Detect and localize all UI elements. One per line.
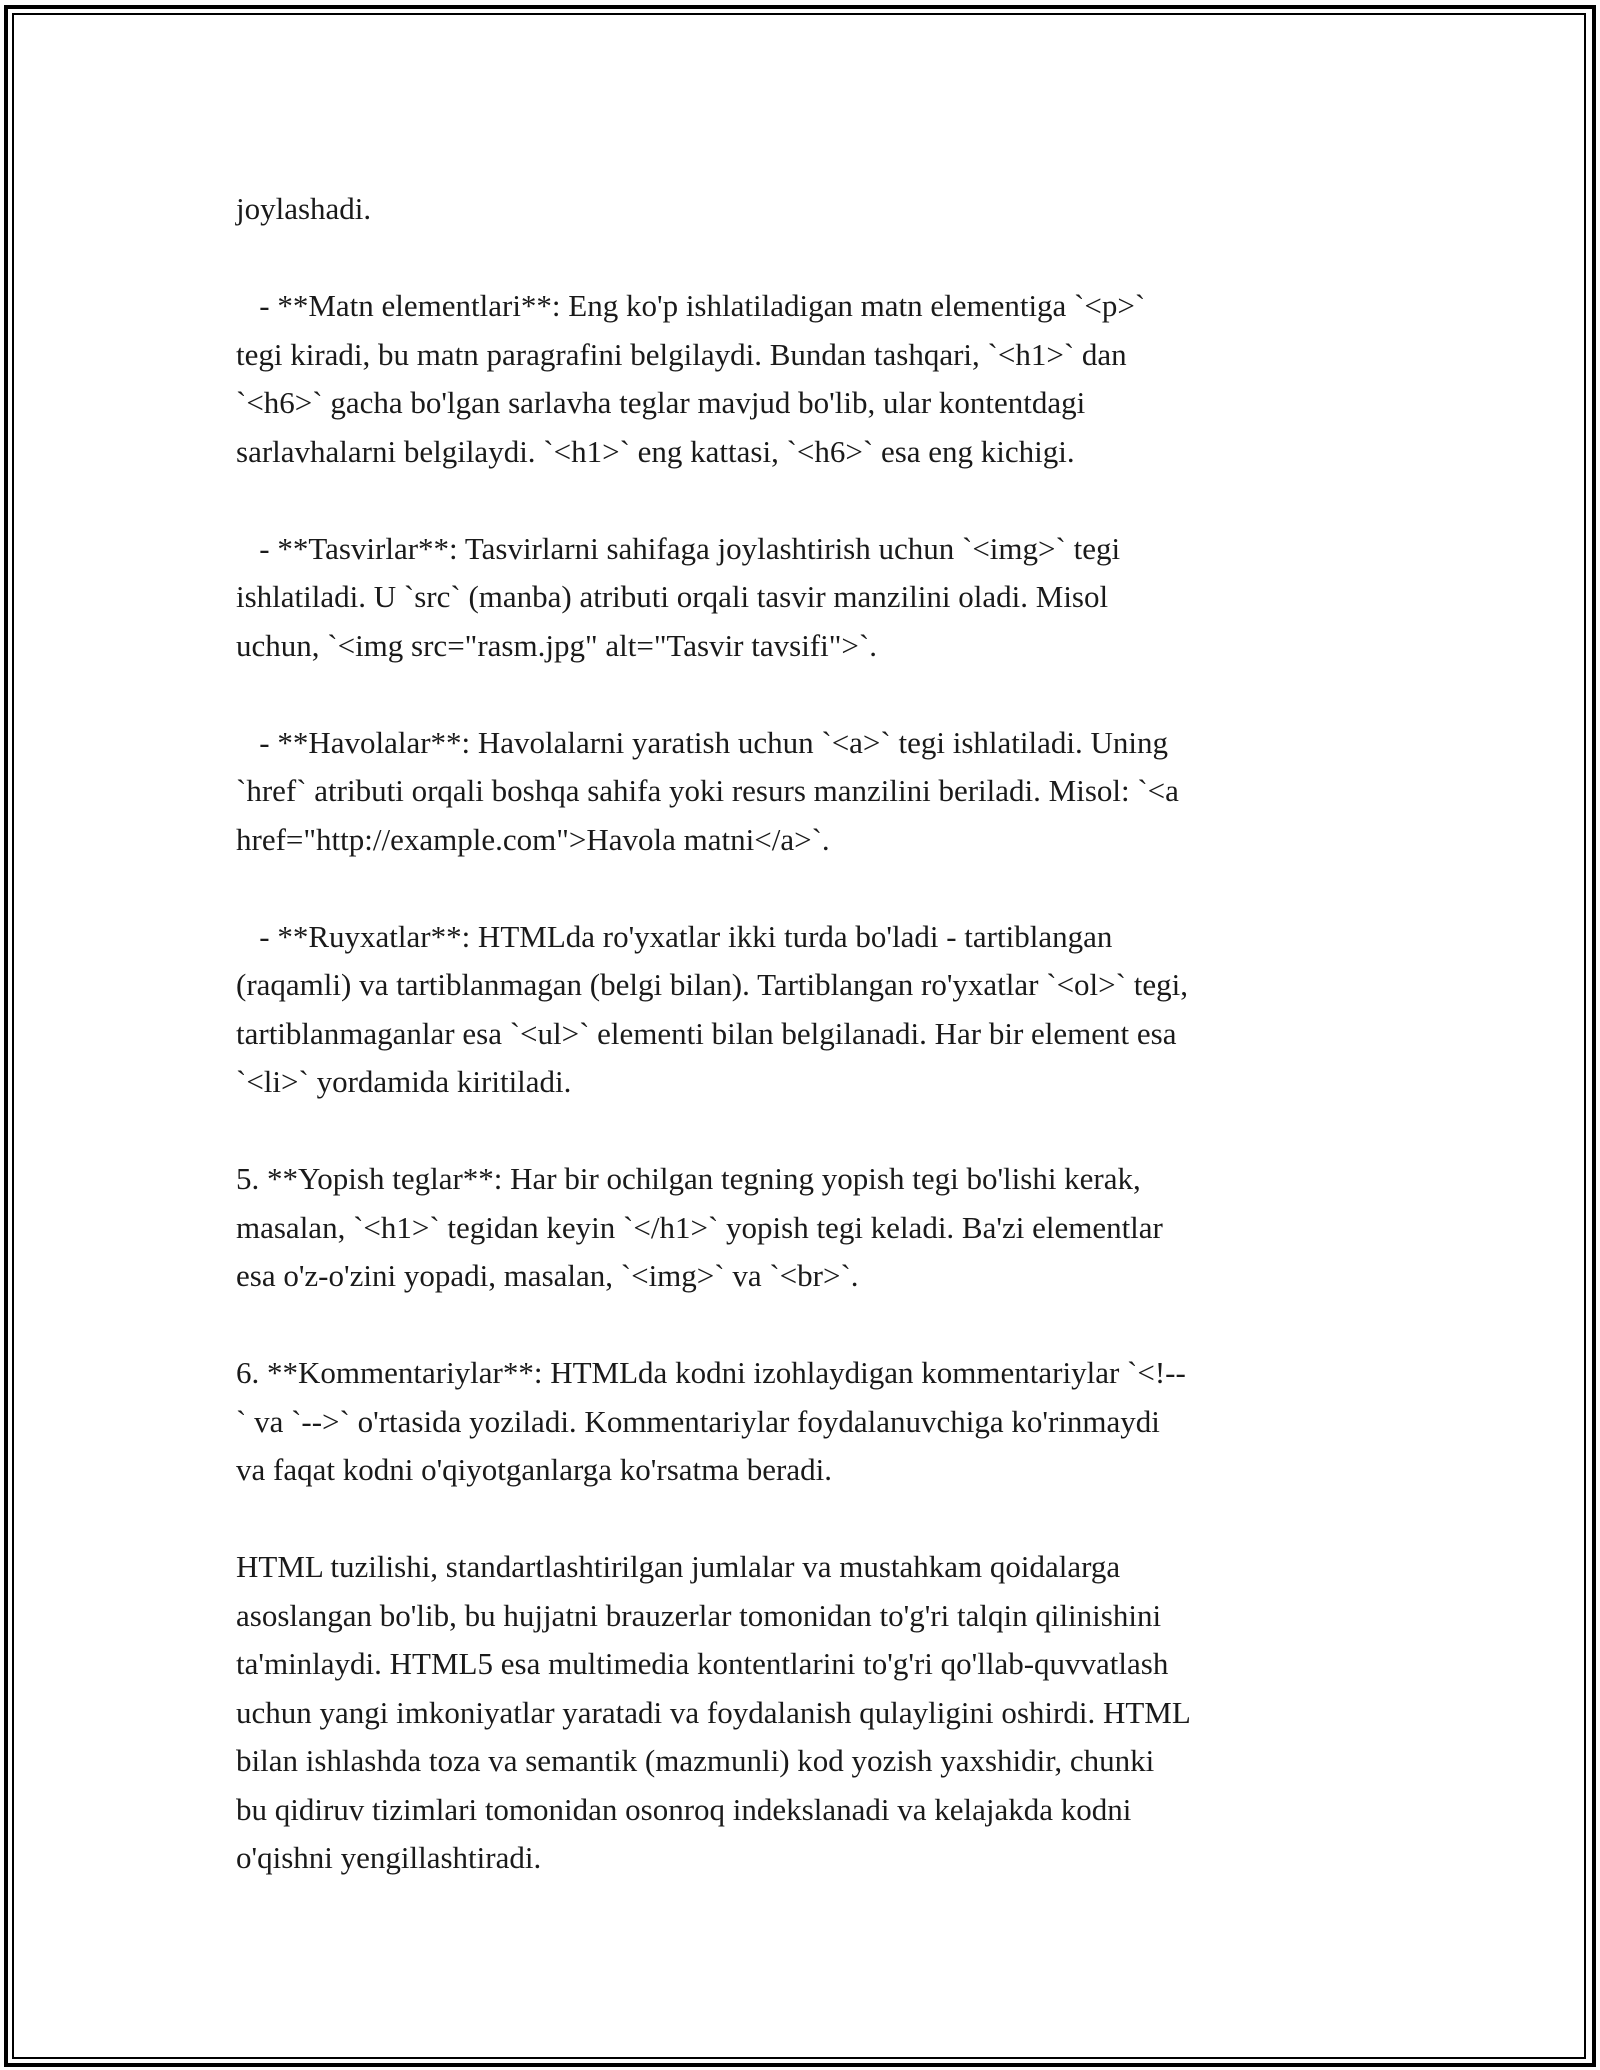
blank-line xyxy=(236,476,1371,525)
text-line: - **Tasvirlar**: Tasvirlarni sahifaga joylashtirish uchun `<img>` tegi xyxy=(236,530,1121,566)
blank-line xyxy=(236,1495,1371,1544)
text-line: 6. **Kommentariylar**: HTMLda kodni izohlaydigan kommentariylar `<!-- xyxy=(236,1355,1186,1390)
text-line: o'qishni yengillashtiradi. xyxy=(236,1840,542,1875)
text-line: - **Ruyxatlar**: HTMLda ro'yxatlar ikki turda bo'ladi - tartiblangan xyxy=(236,918,1113,954)
text-line: uchun yangi imkoniyatlar yaratadi va foydalanish qulayligini oshirdi. HTML xyxy=(236,1694,1191,1730)
text-line: asoslangan bo'lib, bu hujjatni brauzerlar tomonidan to'g'ri talqin qilinishini xyxy=(236,1597,1162,1633)
text-line: `href` atributi orqali boshqa sahifa yoki resurs manzilini beriladi. Misol: `<a xyxy=(236,773,1179,808)
text-line: - **Matn elementlari**: Eng ko'p ishlatiladigan matn elementiga `<p>` xyxy=(236,288,1146,323)
text-line: masalan, `<h1>` tegidan keyin `</h1>` yopish tegi keladi. Ba'zi elementlar xyxy=(236,1209,1163,1245)
text-line: tartiblanmaganlar esa `<ul>` elementi bilan belgilanadi. Har bir element esa xyxy=(236,1015,1177,1051)
text-line: sarlavhalarni belgilaydi. `<h1>` eng kattasi, `<h6>` esa eng kichigi. xyxy=(236,433,1075,469)
text-line: joylashadi. xyxy=(236,191,372,226)
blank-line xyxy=(236,670,1371,719)
text-line: tegi kiradi, bu matn paragrafini belgilaydi. Bundan tashqari, `<h1>` dan xyxy=(236,336,1127,372)
text-line: href="http://example.com">Havola matni</a>`. xyxy=(236,821,830,857)
text-line: - **Havolalar**: Havolalarni yaratish uchun `<a>` tegi ishlatiladi. Uning xyxy=(236,724,1168,760)
blank-line xyxy=(236,864,1371,913)
text-line: ishlatiladi. U `src` (manba) atributi orqali tasvir manzilini oladi. Misol xyxy=(236,579,1109,614)
text-line: va faqat kodni o'qiyotganlarga ko'rsatma beradi. xyxy=(236,1452,832,1487)
text-line: esa o'z-o'zini yopadi, masalan, `<img>` va `<br>`. xyxy=(236,1258,859,1293)
blank-line xyxy=(236,1107,1371,1156)
text-line: `<h6>` gacha bo'lgan sarlavha teglar mavjud bo'lib, ular kontentdagi xyxy=(236,385,1086,420)
text-line: ta'minlaydi. HTML5 esa multimedia kontentlarini to'g'ri qo'llab-quvvatlash xyxy=(236,1646,1169,1681)
text-line: bilan ishlashda toza va semantik (mazmunli) kod yozish yaxshidir, chunki xyxy=(236,1743,1155,1778)
text-line: `<li>` yordamida kiritiladi. xyxy=(236,1064,572,1099)
text-line: 5. **Yopish teglar**: Har bir ochilgan tegning yopish tegi bo'lishi kerak, xyxy=(236,1161,1141,1196)
document-body xyxy=(236,185,1371,1883)
text-line: uchun, `<img src="rasm.jpg" alt="Tasvir tavsifi">`. xyxy=(236,627,877,663)
text-line: HTML tuzilishi, standartlashtirilgan jumlalar va mustahkam qoidalarga xyxy=(236,1549,1121,1584)
text-line: ` va `-->` o'rtasida yoziladi. Kommentariylar foydalanuvchiga ko'rinmaydi xyxy=(236,1403,1160,1439)
text-line: (raqamli) va tartiblanmagan (belgi bilan). Tartiblangan ro'yxatlar `<ol>` tegi, xyxy=(236,967,1188,1002)
blank-line xyxy=(236,1301,1371,1350)
blank-line xyxy=(236,234,1371,283)
text-line: bu qidiruv tizimlari tomonidan osonroq indekslanadi va kelajakda kodni xyxy=(236,1791,1132,1827)
